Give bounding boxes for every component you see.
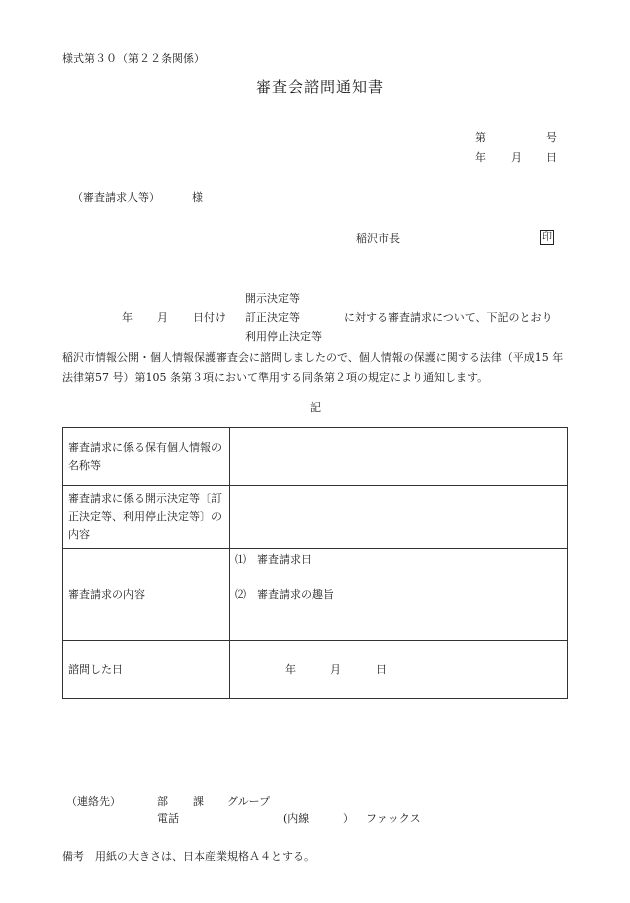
doc-date-day: 日 bbox=[546, 151, 557, 164]
table-row bbox=[63, 549, 568, 641]
contact-group: グループ bbox=[227, 795, 271, 808]
addressee-honorific: 様 bbox=[192, 191, 203, 204]
decision-type-bottom: 利用停止決定等 bbox=[245, 330, 322, 343]
doc-date-month: 月 bbox=[511, 151, 522, 164]
table-row bbox=[63, 428, 568, 486]
body-year: 年 bbox=[122, 311, 133, 324]
row-value-decision-content bbox=[230, 486, 568, 549]
contact-phone: 電話 bbox=[157, 812, 179, 825]
row-value-info-name bbox=[230, 428, 568, 486]
row-label-info-name: 審査請求に係る保有個人情報の名称等 bbox=[63, 428, 230, 486]
contact-section: 課 bbox=[193, 795, 204, 808]
doc-number-suffix: 号 bbox=[546, 131, 557, 144]
contact-dept: 部 bbox=[157, 795, 168, 808]
sender-name: 稲沢市長 bbox=[356, 232, 400, 245]
inquiry-day: 日 bbox=[376, 663, 387, 676]
inquiry-year: 年 bbox=[285, 663, 296, 676]
table-row bbox=[63, 641, 568, 699]
row-label-inquiry-date: 諮問した日 bbox=[63, 641, 230, 699]
decision-type-mid: 訂正決定等 bbox=[245, 311, 300, 324]
addressee-label: （審査請求人等） bbox=[72, 191, 160, 204]
row-label-decision-content: 審査請求に係る開示決定等〔訂正決定等、利用停止決定等〕の内容 bbox=[63, 486, 230, 549]
body-month: 月 bbox=[157, 311, 168, 324]
contact-label: （連絡先） bbox=[66, 795, 121, 808]
contact-extension-open: (内線 bbox=[283, 812, 310, 825]
body-against: に対する審査請求について、下記のとおり bbox=[344, 311, 553, 324]
contact-extension-close: ） bbox=[343, 812, 354, 825]
inquiry-month: 月 bbox=[330, 663, 341, 676]
doc-number-prefix: 第 bbox=[475, 131, 486, 144]
body-day-dated: 日付け bbox=[193, 311, 226, 324]
contact-fax: ファックス bbox=[366, 812, 421, 825]
details-table bbox=[62, 427, 568, 699]
request-purpose-item: ⑵ 審査請求の趣旨 bbox=[235, 588, 334, 601]
form-number: 様式第３０（第２２条関係） bbox=[62, 52, 205, 65]
request-date-item: ⑴ 審査請求日 bbox=[235, 553, 312, 566]
seal-mark: 印 bbox=[542, 232, 552, 243]
table-row bbox=[63, 486, 568, 549]
remarks-note: 備考 用紙の大きさは、日本産業規格Ａ４とする。 bbox=[62, 850, 315, 863]
decision-type-top: 開示決定等 bbox=[245, 292, 300, 305]
doc-date-year: 年 bbox=[475, 151, 486, 164]
row-value-inquiry-date bbox=[230, 641, 568, 699]
body-paragraph: 稲沢市情報公開・個人情報保護審査会に諮問しましたので、個人情報の保護に関する法律（平成15 年法律第57 号）第105 条第３項において準用する同条第２項の規定により通知します。 bbox=[62, 351, 564, 384]
row-label-request-content: 審査請求の内容 bbox=[63, 549, 230, 641]
ki-heading: 記 bbox=[310, 401, 321, 414]
document-title: 審査会諮問通知書 bbox=[256, 78, 385, 96]
row-value-request-content bbox=[230, 549, 568, 641]
